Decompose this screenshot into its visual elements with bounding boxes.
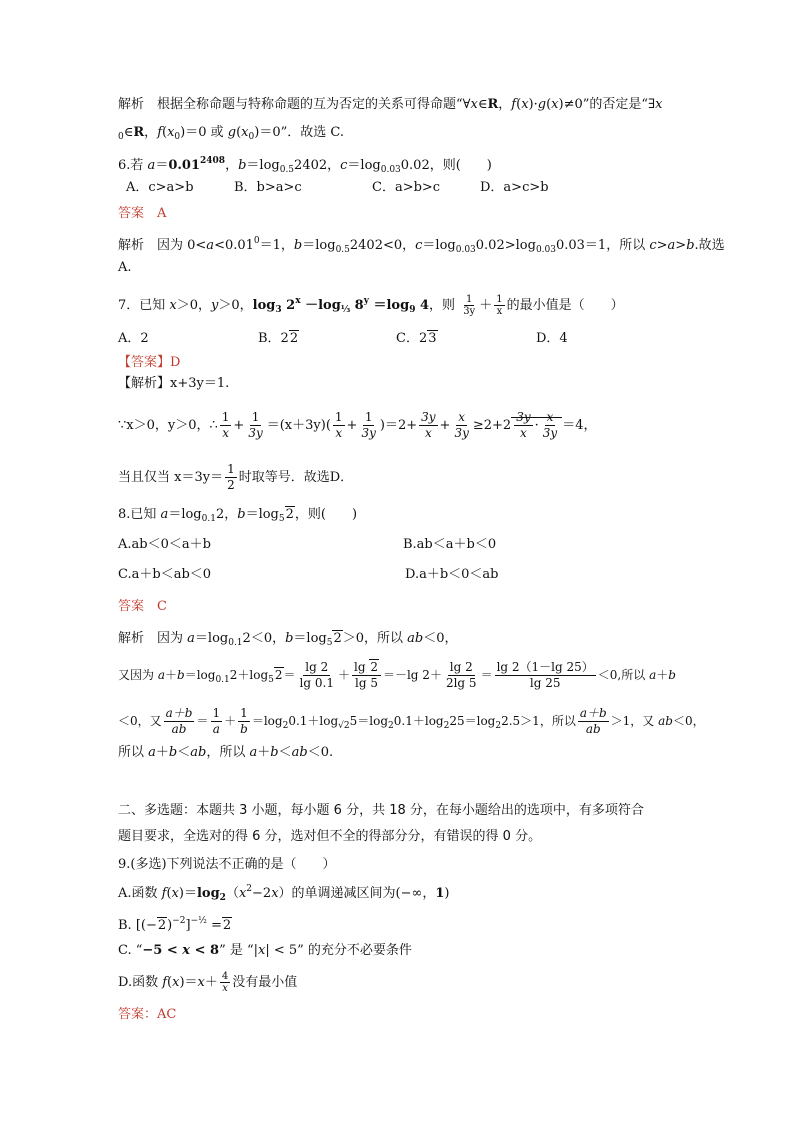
q6-answer-label: 答案 xyxy=(118,206,145,221)
q8-option-c: C.a＋b＜ab＜0 xyxy=(118,567,212,582)
q6-analysis-line1: 解析 因为 $0<a<0.01^0=1$，$b=\log_{0.5}2402<0$，$c=\log_{0.03}0.02>\log_{0.03}0.03=1$，所以 c>a>b.故选 xyxy=(118,236,725,255)
q7-analysis: 【解析】x+3y＝1. xyxy=(118,376,230,391)
q6-answer-value: A xyxy=(157,206,167,221)
q6-answer xyxy=(118,205,706,223)
q6-stem: 6.若 $a=0.01^{2408}$，$b=\log_{0.5}2402$，$c=\log_{0.03}0.02$，则( ) xyxy=(118,156,492,175)
section2-line2: 题目要求，全选对的得 6 分，选对但不全的得部分分，有错误的得 0 分。 xyxy=(118,829,542,844)
q8-answer-label: 答案 xyxy=(118,599,145,614)
q7-option-a: A．2 xyxy=(118,331,149,346)
q8-option-d: D.a＋b＜0＜ab xyxy=(405,567,499,582)
q5-analysis-line1: 解析 根据全称命题与特称命题的互为否定的关系可得命题“∀x∈R，f(x)·g(x)≠0”的否定是“∃x xyxy=(118,97,663,112)
q7-option-c: C．23 xyxy=(396,331,437,346)
q8-analysis-line3: ＜0，又 $\frac{a+b}{ab}$ ＝ $\frac{1}{a}$ ＋ $\frac{1}{b}$ $=\log_20.1+\log_{√2}5=\log_20.1+\log_225=\log_22.5>1$，所以 $\frac{a+b}{ab}$ ＞1，又 ab＜0， xyxy=(118,706,705,736)
q8-answer xyxy=(118,598,706,616)
q6-option-a: A．c>a>b xyxy=(126,180,194,195)
q6-option-c: C．a>b>c xyxy=(372,180,441,195)
q7-derivation: ∵x＞0，y＞0，∴ $\frac{1}{x}$ + $\frac{1}{3y}$ ＝(x＋3y)( $\frac{1}{x}$ + $\frac{1}{3y}$ )＝2+ $\frac{3y}{x}$ + $\frac{x}{3y}$ ≥2+2 $\frac{3y}{x}$ · $\frac{x}{3y}$ ＝4， xyxy=(118,410,597,440)
q8-analysis-line2: 又因为 $a+b=\log_{0.1}2+\log_52=$ $\frac{\lg 2}{\lg 0.1}$ ＋ $\frac{\lg 2}{\lg 5}$ ＝－lg 2＋ $\frac{\lg 2}{2\lg 5}$ ＝ $\frac{\lg 2(1-\lg 25)}{\lg 25}$ ＜0,所以 a＋b xyxy=(118,660,676,690)
q7-option-b: B．22 xyxy=(258,331,299,346)
q8-analysis-line4: 所以 a＋b＜ab，所以 a＋b＜ab＜0. xyxy=(118,745,334,760)
q6-analysis-line2: A. xyxy=(118,260,132,275)
q6-option-b: B．b>a>c xyxy=(234,180,302,195)
q9-option-b: B. $[(-2)^{-2}]^{-\frac{1}{2}} =2$ xyxy=(118,916,232,933)
q7-answer: 【答案】D xyxy=(118,355,181,370)
q7-equality: 当且仅当 x＝3y＝ $\frac{1}{2}$ 时取等号．故选D． xyxy=(118,462,354,492)
q7-option-d: D．4 xyxy=(536,331,568,346)
q8-option-b: B.ab＜a＋b＜0 xyxy=(403,537,497,552)
q8-option-a: A.ab＜0＜a＋b xyxy=(118,537,211,552)
q6-option-d: D．a>c>b xyxy=(480,180,549,195)
q9-stem: 9.(多选)下列说法不正确的是（ ） xyxy=(118,857,336,872)
q9-answer: 答案：AC xyxy=(118,1007,177,1022)
q9-option-c: C. “−5 < x < 8” 是 “|x| < 5” 的充分不必要条件 xyxy=(118,943,412,958)
q8-analysis-line1: 解析 因为 $a=\log_{0.1}2<0$，$b=\log_52>0$，所以 ab＜0， xyxy=(118,631,458,648)
q8-stem: 8.已知 $a=\log_{0.1}2$，$b=\log_52$，则( ) xyxy=(118,507,358,524)
q8-answer-value: C xyxy=(157,599,167,614)
q7-stem: 7．已知 x＞0，y＞0，$\log_3 2^x -\log_{\frac{1}{3}}$ $8^y =\log_9$ 4，则 $\frac{1}{3y}$ ＋ $\frac{1}{x}$ 的最小值是（ ） xyxy=(118,294,624,317)
q5-analysis-line2: $_0$∈R，$f(x_0)=0$ 或 $g(x_0)=0$”．故选 C. xyxy=(118,125,344,142)
q9-option-d: D.函数 f(x)＝x＋ $\frac{4}{x}$ 没有最小值 xyxy=(118,971,298,994)
section2-line1: 二、多选题：本题共 3 小题，每小题 6 分，共 18 分，在每小题给出的选项中，有多项符合 xyxy=(118,803,644,818)
q9-option-a: A.函数 $f(x)=\log_2(x^2-2x)$的单调递减区间为(−∞，1) xyxy=(118,884,450,903)
